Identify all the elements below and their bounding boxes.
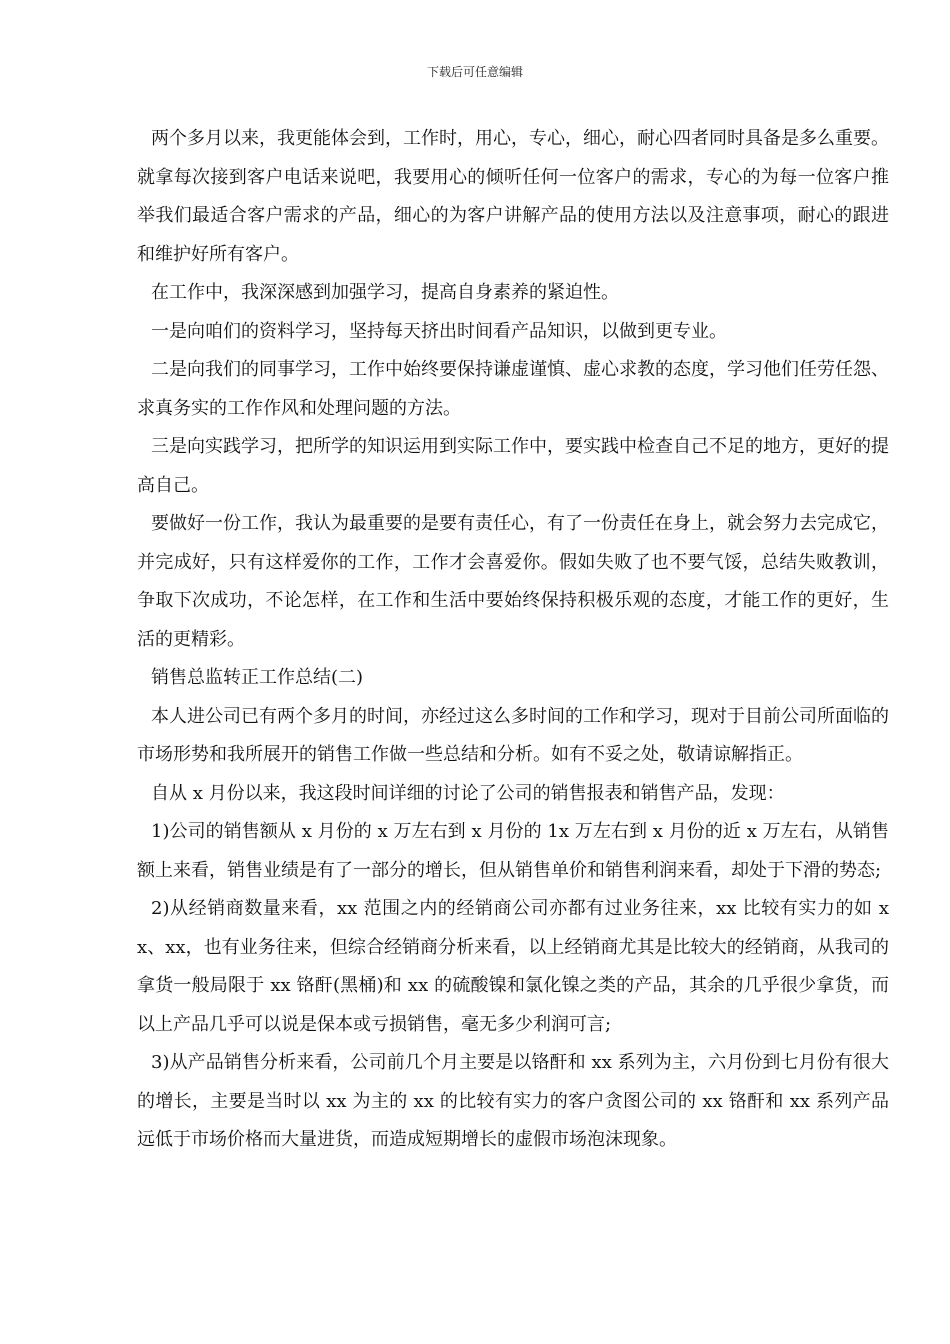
paragraph: 本人进公司已有两个多月的时间，亦经过这么多时间的工作和学习，现对于目前公司所面临的市场形势和我所展开的销售工作做一些总结和分析。如有不妥之处，敬请谅解指正。 (137, 705, 889, 765)
paragraph: 在工作中，我深深感到加强学习，提高自身素养的紧迫性。 (151, 282, 619, 303)
page-header: 下载后可任意编辑 (426, 65, 523, 79)
list-item: 2)从经销商数量来看，xx 范围之内的经销商公司亦都有过业务往来，xx 比较有实力的如 xx、xx，也有业务往来，但综合经销商分析来看，以上经销商尤其是比较大的经销商，从我司的拿货一般局限于 xx 铬酐(黑桶)和 xx 的硫酸镍和氯化镍之类的产品，其余的几乎很少拿货，而以上产品几乎可以说是保本或亏损销售，毫无多少利润可言; (137, 898, 889, 1035)
paragraph: 自从 x 月份以来，我这段时间详细的讨论了公司的销售报表和销售产品，发现： (151, 782, 785, 804)
paragraph: 二是向我们的同事学习，工作中始终要保持谦虚谨慎、虚心求教的态度，学习他们任劳任怨、求真务实的工作作风和处理问题的方法。 (137, 359, 889, 419)
section-title: 销售总监转正工作总结(二) (151, 667, 364, 688)
paragraph: 要做好一份工作，我认为最重要的是要有责任心，有了一份责任在身上，就会努力去完成它，并完成好，只有这样爱你的工作，工作才会喜爱你。假如失败了也不要气馁，总结失败教训，争取下次成功，不论怎样，在工作和生活中要始终保持积极乐观的态度，才能工作的更好，生活的更精彩。 (137, 513, 889, 650)
list-item: 3)从产品销售分析来看，公司前几个月主要是以铬酐和 xx 系列为主，六月份到七月份有很大的增长，主要是当时以 xx 为主的 xx 的比较有实力的客户贪图公司的 xx 铬酐和 xx 系列产品远低于市场价格而大量进货，而造成短期增长的虚假市场泡沫现象。 (137, 1052, 889, 1150)
paragraph: 两个多月以来，我更能体会到，工作时，用心，专心，细心，耐心四者同时具备是多么重要。就拿每次接到客户电话来说吧，我要用心的倾听任何一位客户的需求，专心的为每一位客户推举我们最适合客户需求的产品，细心的为客户讲解产品的使用方法以及注意事项，耐心的跟进和维护好所有客户。 (137, 128, 889, 265)
document-body (137, 120, 889, 1160)
paragraph: 三是向实践学习，把所学的知识运用到实际工作中，要实践中检查自己不足的地方，更好的提高自己。 (137, 436, 889, 496)
paragraph: 一是向咱们的资料学习，坚持每天挤出时间看产品知识，以做到更专业。 (151, 320, 727, 342)
list-item: 1)公司的销售额从 x 月份的 x 万左右到 x 月份的 1x 万左右到 x 月份的近 x 万左右，从销售额上来看，销售业绩是有了一部分的增长，但从销售单价和销售利润来看，却处于下滑的势态; (137, 821, 889, 881)
